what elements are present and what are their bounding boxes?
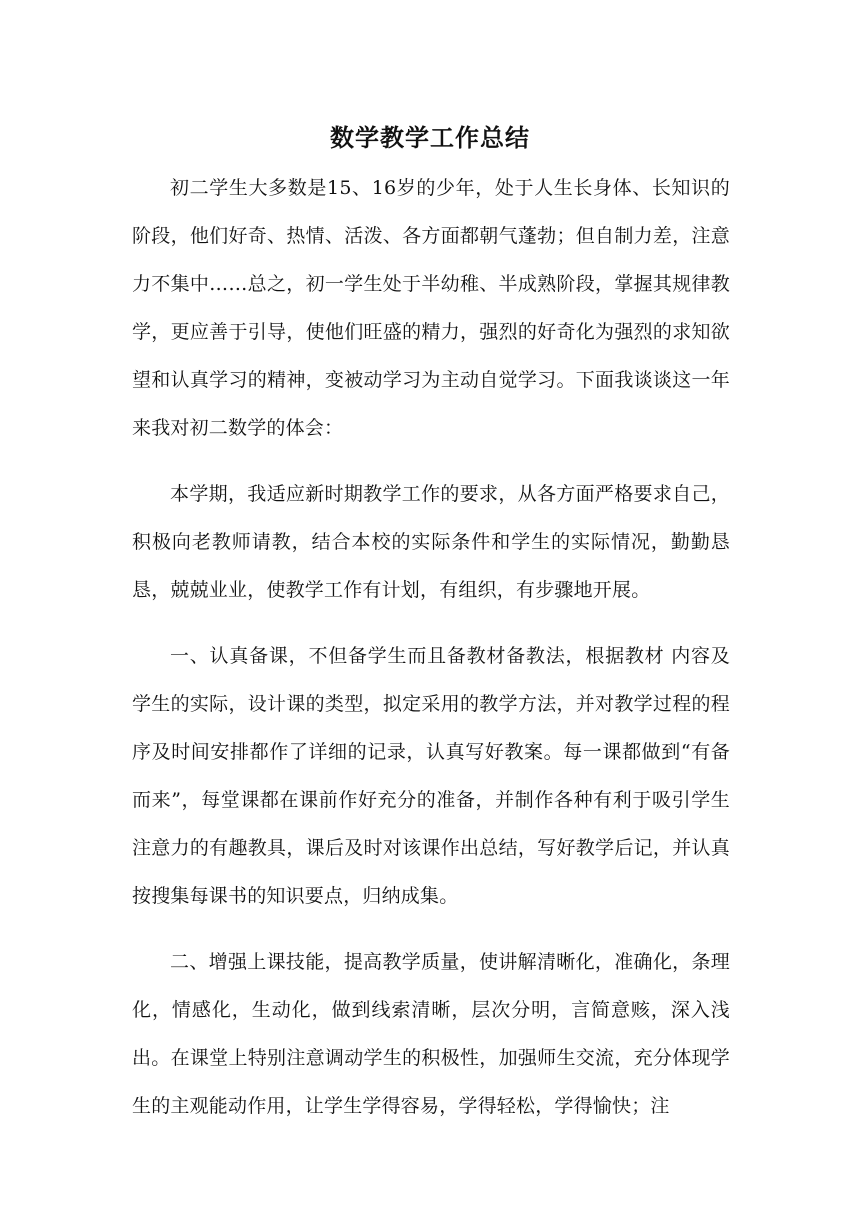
paragraph-teaching-skills: 二、增强上课技能，提高教学质量，使讲解清晰化，准确化，条理化，情感化，生动化，做到线索清晰，层次分明，言简意赅，深入浅出。在课堂上特别注意调动学生的积极性，加强师生交流，充分体现学生的主观能动作用，让学生学得容易，学得轻松，学得愉快；注 (132, 951, 730, 1117)
document-body (132, 164, 730, 1148)
paragraph-intro: 初二学生大多数是15、16岁的少年，处于人生长身体、长知识的阶段，他们好奇、热情、活泼、各方面都朝气蓬勃；但自制力差，注意力不集中……总之，初一学生处于半幼稚、半成熟阶段，掌握其规律教学，更应善于引导，使他们旺盛的精力，强烈的好奇化为强烈的求知欲望和认真学习的精神，变被动学习为主动自觉学习。下面我谈谈这一年来我对初二数学的体会： (132, 177, 730, 439)
paragraph-lesson-prep: 一、认真备课，不但备学生而且备教材备教法，根据教材 内容及学生的实际，设计课的类型，拟定采用的教学方法，并对教学过程的程序及时间安排都作了详细的记录，认真写好教案。每一课都做到“有备而来”，每堂课都在课前作好充分的准备，并制作各种有利于吸引学生注意力的有趣教具，课后及时对该课作出总结，写好教学后记，并认真按搜集每课书的知识要点，归纳成集。 (132, 645, 730, 907)
document-title: 数学教学工作总结 (330, 123, 530, 153)
paragraph-semester: 本学期，我适应新时期教学工作的要求，从各方面严格要求自己，积极向老教师请教，结合本校的实际条件和学生的实际情况，勤勤恳恳，兢兢业业，使教学工作有计划，有组织，有步骤地开展。 (132, 483, 730, 601)
